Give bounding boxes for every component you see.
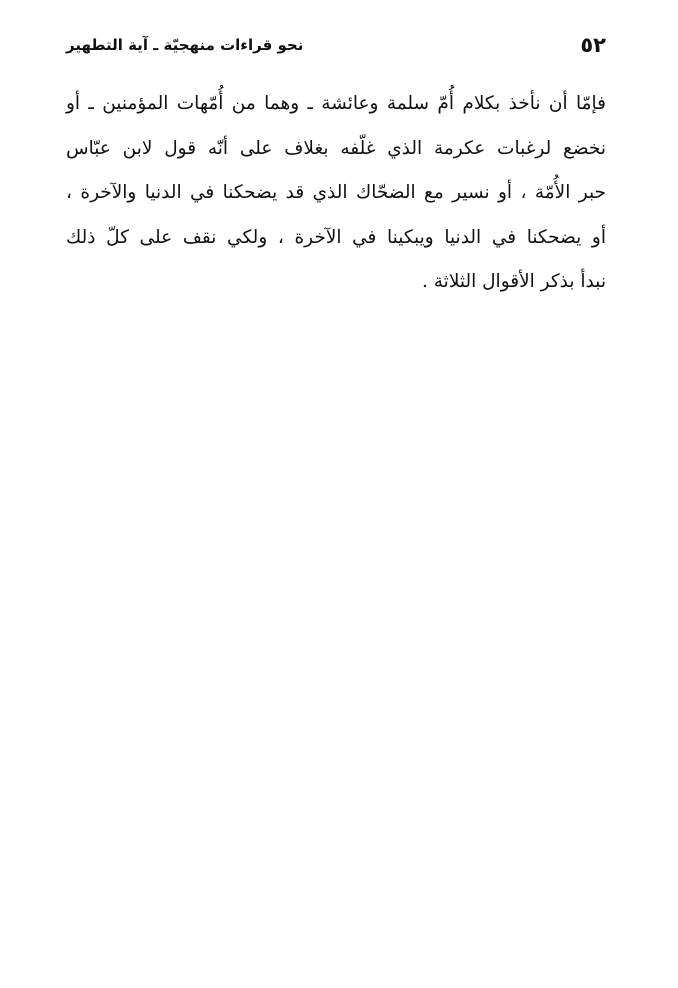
text-line: حبر الأُمّة ، أو نسير مع الضحّاك الذي قد يضحكنا في الدنيا والآخرة ، — [66, 182, 606, 203]
body-paragraph — [66, 82, 606, 305]
text-line: نبدأ بذكر الأقوال الثلاثة . — [422, 271, 606, 292]
running-title: نحو قراءات منهجيّة ـ آية التطهير — [66, 36, 304, 54]
text-line: نخضع لرغبات عكرمة الذي غلّفه بغلاف على أنّه قول لابن عبّاس — [66, 137, 606, 159]
text-line: أو يضحكنا في الدنيا ويبكينا في الآخرة ، ولكي نقف على كلّ ذلك — [66, 226, 606, 248]
page-header — [66, 28, 606, 62]
page-number: ٥٢ — [580, 33, 606, 57]
text-line: فإمّا أن نأخذ بكلام أُمّ سلمة وعائشة ـ وهما من أُمّهات المؤمنين ـ أو — [66, 93, 606, 114]
